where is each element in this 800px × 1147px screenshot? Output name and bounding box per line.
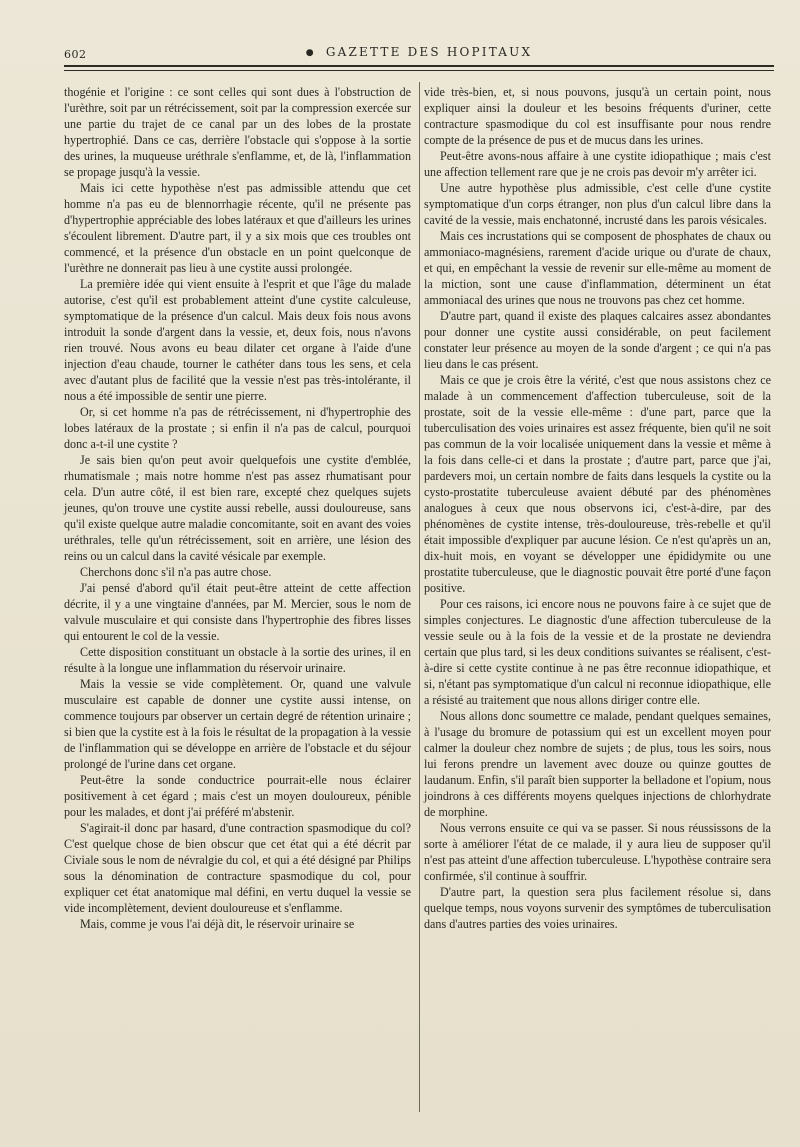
header-rule-thick bbox=[64, 65, 774, 67]
paragraph: Une autre hypothèse plus admissible, c'est celle d'une cystite symptomatique d'un corps étranger, non plus d'un calcul libre dans la cavité de la vessie, mais enchatonné, incrusté dans les parois vésicales. bbox=[424, 181, 771, 227]
paragraph: Cette disposition constituant un obstacle à la sortie des urines, il en résulte à la longue une inflammation du réservoir urinaire. bbox=[64, 645, 411, 675]
paragraph: Peut-être avons-nous affaire à une cystite idiopathique ; mais c'est une affection tellement rare que je ne crois pas devoir m'y arrêter ici. bbox=[424, 149, 771, 179]
paragraph: Cherchons donc s'il n'a pas autre chose. bbox=[80, 565, 272, 579]
paragraph: Mais ce que je crois être la vérité, c'est que nous assistons chez ce malade à un commencement d'affection tuberculeuse, soit de la prostate, soit de la vessie elle-même : d'une part, parce que la tuberculisation des voies urinaires est assez fréquente, bien qu'il ne soit pas commun de la voir localisée uniquement dans la vessie et même à la fois dans celle-ci et dans la prostate ; d'autre part, parce que j'ai, pardevers moi, un certain nombre de faits dans lesquels la cystite ou la cysto-prostatite tuberculeuse avaient débuté par des phénomènes analogues à ceux que nous observons ici, c'est-à-dire, par des phénomènes de cystite intense, très-douloureuse, très-rebelle et qu'il était impossible d'expliquer par aucune lésion. Ce n'est qu'après un an, dix-huit mois, en voyant se développer une épididymite ou une prostatite tuberculeuse, que le diagnostic pouvait être porté d'une façon positive. bbox=[424, 373, 771, 595]
paragraph: Mais ces incrustations qui se composent de phosphates de chaux ou ammoniaco-magnésiens, rarement d'acide urique ou d'urate de chaux, et qui, en empêchant la vessie de revenir sur elle-même au moment de la miction, sont une cause d'inflammation, déterminent un état ammoniacal des urines que nous ne trouvons pas chez cet homme. bbox=[424, 229, 771, 307]
left-column bbox=[64, 84, 411, 932]
paragraph: vide très-bien, et, si nous pouvons, jusqu'à un certain point, nous expliquer ainsi la douleur et les besoins fréquents d'uriner, cette contracture spasmodique du col est insuffisante pour nous rendre compte de la présence de pus et de mucus dans les urines. bbox=[424, 85, 771, 147]
paragraph: D'autre part, quand il existe des plaques calcaires assez abondantes pour donner une cystite aussi considérable, on peut facilement constater leur présence au moyen de la sonde d'argent ; ce qui n'a pas lieu dans le cas présent. bbox=[424, 309, 771, 371]
paragraph: D'autre part, la question sera plus facilement résolue si, dans quelque temps, nous voyons survenir des symptômes de tuberculisation dans d'autres parties des voies urinaires. bbox=[424, 885, 771, 931]
paragraph: Peut-être la sonde conductrice pourrait-elle nous éclairer positivement à cet égard ; mais c'est un moyen douloureux, pénible pour les malades, et dont j'ai préféré m'abstenir. bbox=[64, 773, 411, 819]
paragraph: Or, si cet homme n'a pas de rétrécissement, ni d'hypertrophie des lobes latéraux de la prostate ; si enfin il n'a pas de calcul, pourquoi donc a-t-il une cystite ? bbox=[64, 405, 411, 451]
journal-title-line bbox=[64, 45, 774, 59]
paragraph: Je sais bien qu'on peut avoir quelquefois une cystite d'emblée, rhumatismale ; mais notre homme n'est pas assez rhumatisant pour cela. D'un autre côté, il est bien rare, excepté chez quelques sujets jeunes, qu'on trouve une cystite aussi rebelle, aussi douloureuse, sans qu'il existe quelque autre maladie concomitante, soit en avant des voies uréthrales, telle qu'un rétrécissement, soit en arrière, une lésion des reins ou un calcul dans la cavité vésicale par exemple. bbox=[64, 453, 411, 563]
column-divider bbox=[419, 82, 420, 1112]
paragraph: Mais ici cette hypothèse n'est pas admissible attendu que cet homme n'a pas eu de blennorrhagie récente, qu'il ne présente pas d'hypertrophie appréciable des lobes latéraux et que d'ailleurs les urines s'écoulent librement. D'autre part, il y a six mois que ces troubles ont commencé, et la présence d'un obstacle en un point quelconque de l'urèthre ne donnerait pas lieu à une cystite aussi prolongée. bbox=[64, 181, 411, 275]
page-header bbox=[64, 44, 774, 64]
paragraph: La première idée qui vient ensuite à l'esprit et que l'âge du malade autorise, c'est qu'il est probablement atteint d'une cystite calculeuse, symptomatique de la présence d'un calcul. Mais deux fois nous avons introduit la sonde d'argent dans la vessie, et, deux fois, nous n'avons rien trouvé. Nous avons eu beau dilater cet organe à l'aide d'une injection d'eau chaude, tourner le cathéter dans tous les sens, et cela avec d'autant plus de facilité que la vessie n'est pas très-intolérante, il nous a été impossible de sentir une pierre. bbox=[64, 277, 411, 403]
header-rule-thin bbox=[64, 70, 774, 71]
paragraph: Mais, comme je vous l'ai déjà dit, le réservoir urinaire se bbox=[80, 917, 355, 931]
paragraph: S'agirait-il donc par hasard, d'une contraction spasmodique du col? C'est quelque chose de bien obscur que cet état qui a été décrit par Civiale sous le nom de névralgie du col, et qui a été désigné par Philips sous la dénomination de contracture spasmodique du col, pour expliquer cet état anatomique mal défini, en vertu duquel la vessie se vide incomplètement, devient douloureuse et s'enflamme. bbox=[64, 821, 411, 915]
bullet-ornament-icon: ● bbox=[305, 48, 316, 58]
paragraph: Pour ces raisons, ici encore nous ne pouvons faire à ce sujet que de simples conjectures. Le diagnostic d'une affection tuberculeuse de la vessie seule ou à la fois de la vessie et de la prostate ne deviendra certain que plus tard, si les deux conditions suivantes se réalisent, c'est-à-dire si cette cystite continue à ne pas être reconnue idiopathique, et si, n'étant pas symptomatique d'un calcul ni reconnue idiopathique, elle a résisté au traitement que nous allons diriger contre elle. bbox=[424, 597, 771, 707]
paragraph: Nous allons donc soumettre ce malade, pendant quelques semaines, à l'usage du bromure de potassium qui est un excellent moyen pour calmer la douleur chez nombre de sujets ; de plus, tous les soirs, nous lui ferons prendre un lavement avec douze ou quinze gouttes de laudanum. Enfin, s'il paraît bien supporter la belladone et l'opium, nous joindrons à ces différents moyens quelques injections de chlorhydrate de morphine. bbox=[424, 709, 771, 819]
paragraph: Nous verrons ensuite ce qui va se passer. Si nous réussissons de la sorte à améliorer l'état de ce malade, il y aura lieu de supposer qu'il n'est pas atteint d'une affection tuberculeuse. L'hypothèse contraire sera confirmée, s'il continue à souffrir. bbox=[424, 821, 771, 883]
journal-title: GAZETTE DES HOPITAUX bbox=[325, 45, 533, 59]
page-number: 602 bbox=[64, 48, 87, 61]
paragraph: thogénie et l'origine : ce sont celles qui sont dues à l'obstruction de l'urèthre, soit par un rétrécissement, soit par la compression exercée sur une partie du trajet de ce canal par un des lobes de la prostate hypertrophié. Dans ce cas, derrière l'obstacle qui s'oppose à la sortie des urines, la muqueuse uréthrale s'enflamme, et, de là, l'inflammation se propage jusqu'à la vessie. bbox=[64, 85, 411, 179]
paragraph: J'ai pensé d'abord qu'il était peut-être atteint de cette affection décrite, il y a une vingtaine d'années, par M. Mercier, sous le nom de valvule musculaire et qui consiste dans l'hypertrophie des fibres lisses qui entourent le col de la vessie. bbox=[64, 581, 411, 643]
right-column bbox=[424, 84, 771, 932]
paragraph: Mais la vessie se vide complètement. Or, quand une valvule musculaire est capable de donner une cystite aussi intense, on commence toujours par observer un certain degré de rétention urinaire ; si bien que la cystite est à la fois le résultat de la propagation à la vessie de l'inflammation qui se développe en arrière de l'obstacle et du séjour prolongé de l'urine dans cet organe. bbox=[64, 677, 411, 771]
